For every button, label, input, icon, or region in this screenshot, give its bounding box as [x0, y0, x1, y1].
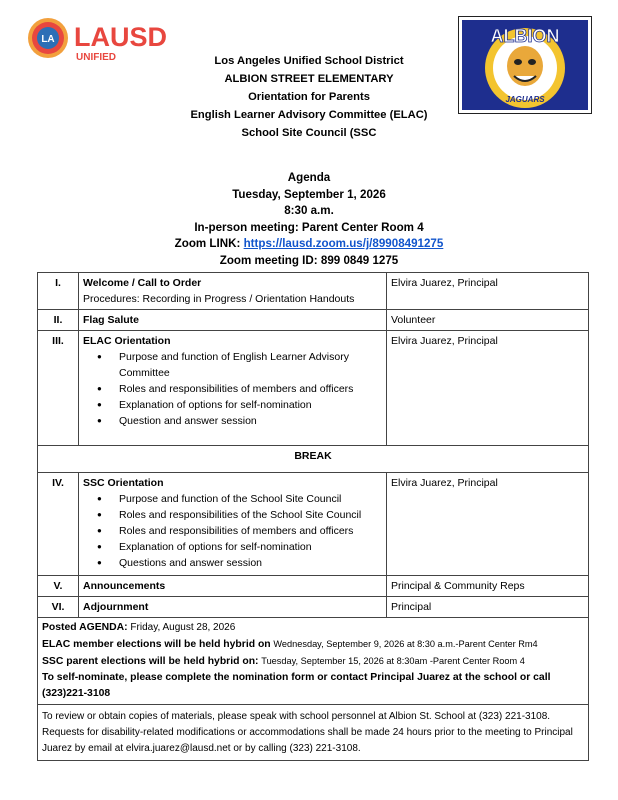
posted-date: Friday, August 28, 2026 — [130, 622, 236, 633]
item-title: Welcome / Call to Order — [83, 277, 202, 289]
break-label: BREAK — [38, 446, 589, 473]
bullet-list — [83, 349, 382, 429]
item-title: Adjournment — [79, 597, 387, 618]
agenda-row — [38, 576, 589, 597]
agenda-row — [38, 310, 589, 331]
zoom-link[interactable]: https://lausd.zoom.us/j/89908491275 — [243, 237, 444, 250]
item-presenter: Elvira Juarez, Principal — [387, 331, 589, 446]
meeting-date: Tuesday, September 1, 2026 — [232, 187, 386, 201]
item-cell — [79, 273, 387, 310]
item-title: SSC Orientation — [83, 477, 164, 489]
meeting-purpose: Orientation for Parents — [248, 91, 370, 103]
accommodation-notice: To review or obtain copies of materials, please speak with school personnel at Albion St. School at (323) 221-3108. Requests for disability-related modifications or accommodations shall be made 24 hours prior to the meeting to Principal Juarez by email at elvira.juarez@lausd.net or by calling (323) 221-3108. — [38, 705, 589, 761]
bullet-item: ● Roles and responsibilities of members and officers — [119, 523, 382, 539]
agenda-row — [38, 273, 589, 310]
bullet-item: ● Roles and responsibilities of the School Site Council — [119, 507, 382, 523]
agenda-row — [38, 473, 589, 576]
lausd-logo-subtext: UNIFIED — [76, 52, 116, 63]
item-number: IV. — [38, 473, 79, 576]
item-number: II. — [38, 310, 79, 331]
item-presenter: Elvira Juarez, Principal — [387, 273, 589, 310]
jaguars-logo-text: JAGUARS — [505, 95, 545, 104]
zoom-id-label: Zoom meeting ID: — [219, 253, 318, 267]
bullet-item: ● Purpose and function of English Learner Advisory Committee — [119, 349, 382, 381]
bullet-item: ● Purpose and function of the School Site Council — [119, 491, 382, 507]
bullet-list — [83, 491, 382, 571]
zoom-id: 899 0849 1275 — [320, 253, 399, 267]
posted-label: Posted AGENDA: — [42, 622, 128, 633]
item-title: Announcements — [79, 576, 387, 597]
meeting-location: In-person meeting: Parent Center Room 4 — [194, 220, 424, 234]
agenda-title: Agenda — [287, 171, 331, 184]
break-row — [38, 446, 589, 473]
zoom-link-label: Zoom LINK: — [174, 237, 241, 250]
document-header — [150, 52, 468, 142]
item-subtitle: Procedures: Recording in Progress / Orientation Handouts — [83, 293, 355, 305]
lausd-logo-text: LAUSD — [74, 22, 167, 52]
item-number: I. — [38, 273, 79, 310]
item-number: V. — [38, 576, 79, 597]
item-presenter: Elvira Juarez, Principal — [387, 473, 589, 576]
item-cell — [79, 331, 387, 446]
school-name: ALBION STREET ELEMENTARY — [224, 73, 394, 85]
meeting-time: 8:30 a.m. — [284, 204, 334, 217]
elac-election-label: ELAC member elections will be held hybrid on — [42, 639, 271, 650]
item-presenter: Principal — [387, 597, 589, 618]
item-title: ELAC Orientation — [83, 335, 171, 347]
item-presenter: Volunteer — [387, 310, 589, 331]
agenda-info — [100, 170, 518, 269]
item-presenter: Principal & Community Reps — [387, 576, 589, 597]
item-number: III. — [38, 331, 79, 446]
notice-row — [38, 705, 589, 761]
ssc-name: School Site Council (SSC — [241, 127, 377, 139]
nomination-note: To self-nominate, please complete the nomination form or contact Principal Juarez at the school or call (323)221-3108 — [42, 672, 551, 699]
footer-row — [38, 618, 589, 705]
item-number: VI. — [38, 597, 79, 618]
agenda-table — [37, 272, 589, 761]
albion-logo-text: ALBION — [490, 26, 560, 46]
zoom-link-line — [100, 236, 518, 253]
bullet-item: ● Explanation of options for self-nomination — [119, 397, 382, 413]
agenda-row — [38, 331, 589, 446]
elac-election-detail: Wednesday, September 9, 2026 at 8:30 a.m.-Parent Center Rm4 — [273, 639, 538, 649]
item-title: Flag Salute — [79, 310, 387, 331]
bullet-item: ● Explanation of options for self-nomination — [119, 539, 382, 555]
albion-jaguars-logo — [458, 16, 592, 114]
elac-name: English Learner Advisory Committee (ELAC) — [190, 109, 428, 121]
agenda-row — [38, 597, 589, 618]
election-info — [38, 618, 589, 705]
district-name: Los Angeles Unified School District — [214, 55, 404, 67]
ssc-election-detail: Tuesday, September 15, 2026 at 8:30am -Parent Center Room 4 — [261, 656, 525, 666]
bullet-item: ● Roles and responsibilities of members and officers — [119, 381, 382, 397]
svg-text:LA: LA — [41, 34, 55, 45]
bullet-item: ● Questions and answer session — [119, 555, 382, 571]
zoom-id-line — [100, 253, 518, 270]
ssc-election-label: SSC parent elections will be held hybrid on: — [42, 656, 259, 667]
bullet-item: ● Question and answer session — [119, 413, 382, 429]
item-cell — [79, 473, 387, 576]
